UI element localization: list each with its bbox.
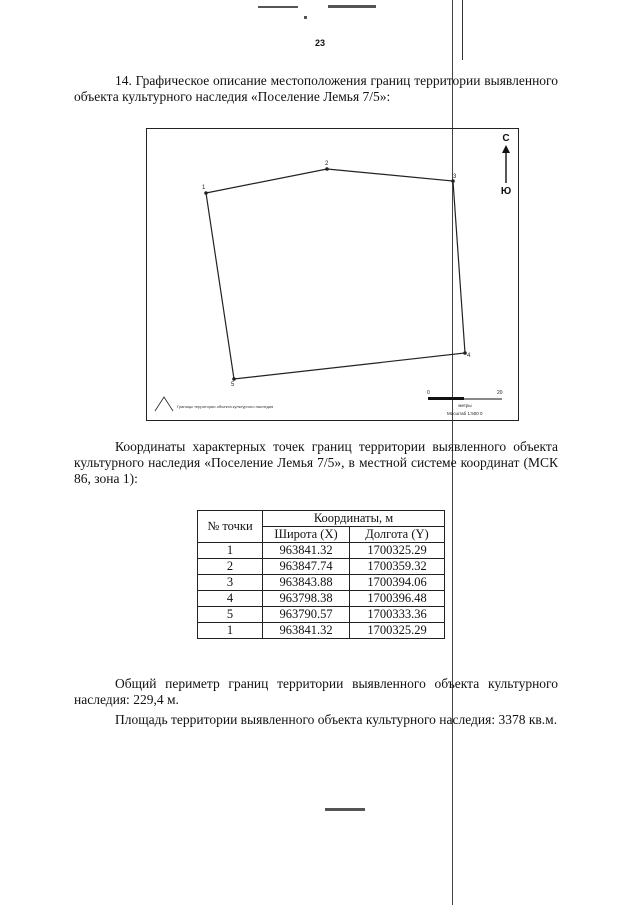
point-number-cell: 5 <box>198 607 263 623</box>
longitude-cell: 1700394.06 <box>350 575 445 591</box>
point-number-cell: 3 <box>198 575 263 591</box>
section-heading: 14. Графическое описание местоположения границ территории выявленного объекта культурного наследия «Поселение Лемья 7/5»: <box>74 73 558 104</box>
longitude-cell: 1700325.29 <box>350 543 445 559</box>
longitude-cell: 1700325.29 <box>350 623 445 639</box>
scan-smudge <box>258 6 298 8</box>
scale-end: 20 <box>497 390 503 396</box>
boundary-point-label: 1 <box>202 185 206 191</box>
table-row <box>198 575 445 591</box>
boundary-map <box>146 128 519 421</box>
north-arrow-icon <box>502 145 510 183</box>
longitude-cell: 1700333.36 <box>350 607 445 623</box>
scan-smudge <box>328 5 376 8</box>
boundary-point-label: 3 <box>453 174 457 180</box>
boundary-point-label: 2 <box>325 161 329 167</box>
legend-boundary-icon <box>155 397 173 411</box>
boundary-map-drawing <box>147 129 518 420</box>
boundary-point-5 <box>232 377 236 381</box>
scan-speck <box>304 16 307 19</box>
north-label: С <box>502 133 510 144</box>
scale-caption: Масштаб 1:500 0 <box>447 411 483 416</box>
point-number-cell: 2 <box>198 559 263 575</box>
scan-smudge <box>325 808 365 811</box>
area-text: Площадь территории выявленного объекта культурного наследия: 3378 кв.м. <box>115 712 558 727</box>
header-longitude: Долгота (Y) <box>350 527 445 543</box>
page-number: 23 <box>314 38 325 48</box>
boundary-point-1 <box>204 191 208 195</box>
coordinates-table <box>197 510 445 639</box>
latitude-cell: 963790.57 <box>263 607 350 623</box>
boundary-point-label: 5 <box>231 382 235 388</box>
header-coordinates: Координаты, м <box>263 511 445 527</box>
header-latitude: Широта (X) <box>263 527 350 543</box>
perimeter-text: Общий периметр границ территории выявленного объекта культурного наследия: 229,4 м. <box>74 676 558 707</box>
point-number-cell: 1 <box>198 543 263 559</box>
boundary-point-label: 4 <box>467 353 471 359</box>
table-row <box>198 559 445 575</box>
scale-bar-segment <box>428 397 464 400</box>
header-point-number: № точки <box>198 511 263 543</box>
longitude-cell: 1700359.32 <box>350 559 445 575</box>
point-number-cell: 1 <box>198 623 263 639</box>
coords-intro: Координаты характерных точек границ территории выявленного объекта культурного наследия «Поселение Лемья 7/5», в местной системе координат (МСК 86, зона 1): <box>74 439 558 486</box>
boundary-point-2 <box>325 167 329 171</box>
longitude-cell: 1700396.48 <box>350 591 445 607</box>
south-label: Ю <box>500 186 512 197</box>
table-row <box>198 591 445 607</box>
latitude-cell: 963843.88 <box>263 575 350 591</box>
latitude-cell: 963847.74 <box>263 559 350 575</box>
scale-units: метры <box>458 403 472 408</box>
scale-start: 0 <box>427 390 430 396</box>
latitude-cell: 963841.32 <box>263 543 350 559</box>
scan-fold-line <box>462 0 463 60</box>
point-number-cell: 4 <box>198 591 263 607</box>
legend-text: Границы территории объекта культурного наследия <box>177 404 274 409</box>
table-row <box>198 623 445 639</box>
table-row <box>198 607 445 623</box>
table-row <box>198 543 445 559</box>
latitude-cell: 963798.38 <box>263 591 350 607</box>
territory-boundary <box>206 169 465 379</box>
latitude-cell: 963841.32 <box>263 623 350 639</box>
